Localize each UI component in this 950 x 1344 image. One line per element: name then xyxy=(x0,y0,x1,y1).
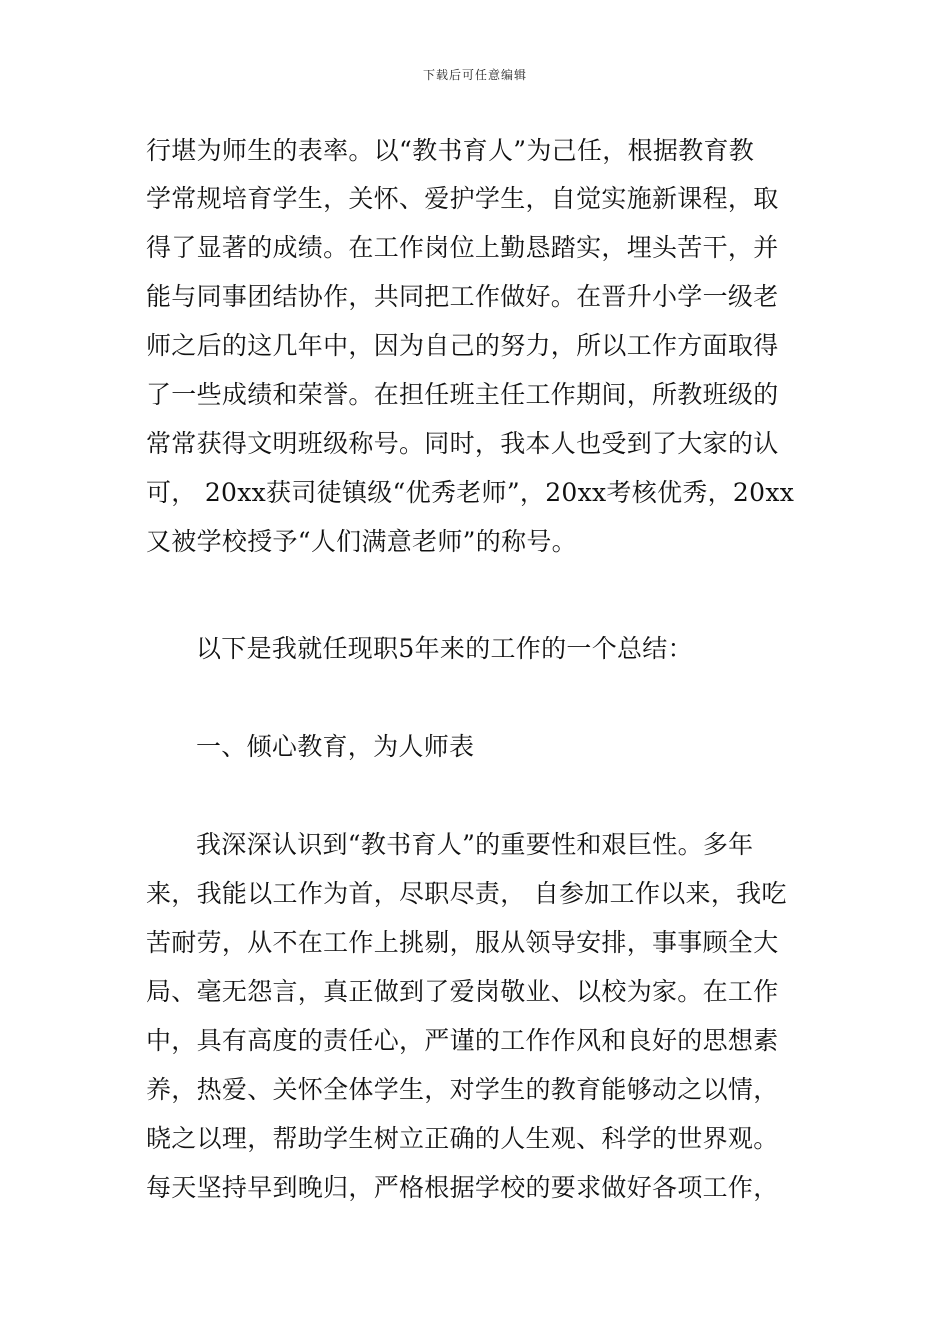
paragraph-1-line: 得了显著的成绩。在工作岗位上勤恳踏实，埋头苦干，并 xyxy=(146,233,779,262)
page-header: 下载后可任意编辑 xyxy=(422,68,527,82)
paragraph-1-line: 了一些成绩和荣誉。在担任班主任工作期间，所教班级的 xyxy=(146,380,779,409)
paragraph-3-line: 局、毫无怨言，真正做到了爱岗敬业、以校为家。在工作 xyxy=(146,977,779,1006)
section-heading-1: 一、倾心教育，为人师表 xyxy=(196,732,475,761)
paragraph-1-line: 常常获得文明班级称号。同时，我本人也受到了大家的认 xyxy=(146,429,779,458)
paragraph-3-line: 我深深认识到“教书育人”的重要性和艰巨性。多年 xyxy=(196,830,754,859)
paragraph-3-line: 每天坚持早到晚归，严格根据学校的要求做好各项工作， xyxy=(146,1173,779,1202)
paragraph-1-line: 又被学校授予“人们满意老师”的称号。 xyxy=(146,527,577,556)
paragraph-1-line: 能与同事团结协作，共同把工作做好。在晋升小学一级老 xyxy=(146,282,779,311)
paragraph-1-line: 行堪为师生的表率。以“教书育人”为己任，根据教育教 xyxy=(146,136,755,165)
paragraph-1-line: 可， 20xx获司徒镇级“优秀老师”，20xx考核优秀，20xx xyxy=(146,478,795,507)
paragraph-3-line: 来，我能以工作为首，尽职尽责， 自参加工作以来，我吃 xyxy=(146,879,787,908)
paragraph-3-line: 苦耐劳，从不在工作上挑剔，服从领导安排，事事顾全大 xyxy=(146,928,779,957)
paragraph-3-line: 中，具有高度的责任心，严谨的工作作风和良好的思想素 xyxy=(146,1026,779,1055)
paragraph-3-line: 养，热爱、关怀全体学生，对学生的教育能够动之以情， xyxy=(146,1075,779,1104)
paragraph-1-line: 学常规培育学生，关怀、爱护学生，自觉实施新课程，取 xyxy=(146,184,779,213)
paragraph-2: 以下是我就任现职5年来的工作的一个总结： xyxy=(196,634,693,663)
paragraph-3-line: 晓之以理，帮助学生树立正确的人生观、科学的世界观。 xyxy=(146,1124,779,1153)
paragraph-1-line: 师之后的这几年中，因为自己的努力，所以工作方面取得 xyxy=(146,331,779,360)
